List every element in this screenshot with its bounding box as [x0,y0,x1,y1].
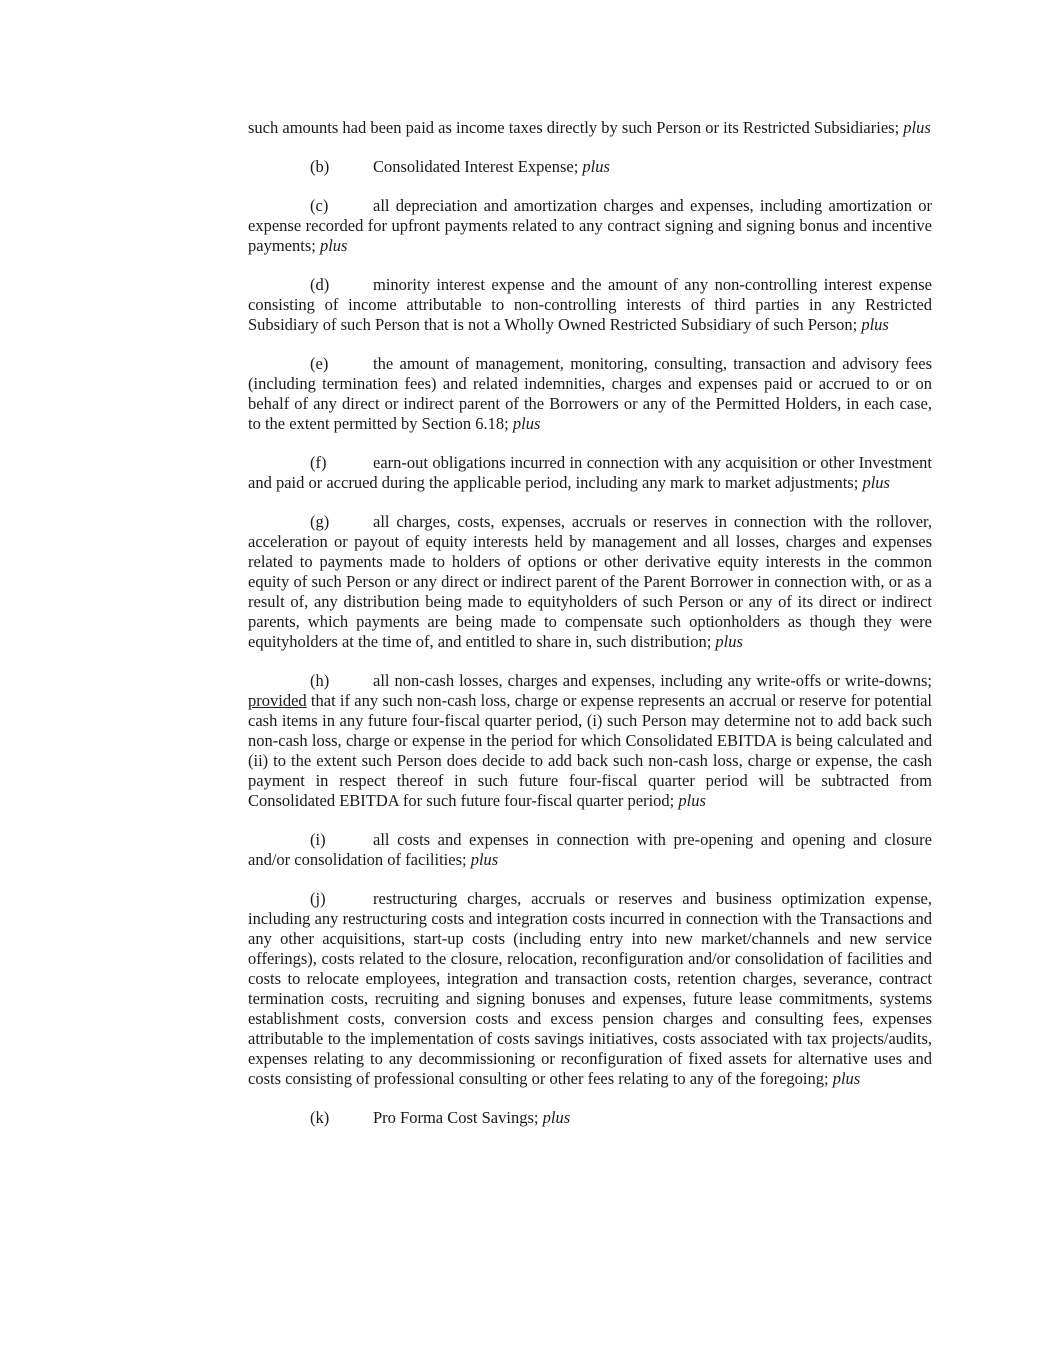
body-text: all costs and expenses in connection with pre-opening and opening and closure and/or consolidation of facilities; [248,830,932,869]
clause-label-g: (g) [310,512,330,531]
clause-paragraph-d [248,275,932,335]
clause-label-i: (i) [310,830,326,849]
italic-term: plus [470,850,499,869]
clause-paragraph-k [248,1108,932,1128]
body-text: that if any such non-cash loss, charge or expense represents an accrual or reserve for potential cash items in any future four-fiscal quarter period, (i) such Person may determine not to add back such non-cash loss, charge or expense in the period for which Consolidated EBITDA is being calculated and (ii) to the extent such Person does decide to add back such non-cash loss, charge or expense, the cash payment in respect thereof in such future four-fiscal quarter period will be subtracted from Consolidated EBITDA for such future four-fiscal quarter period; [248,691,932,810]
clause-label-k: (k) [310,1108,330,1127]
clause-paragraph-b [248,157,932,177]
clause-label-c: (c) [310,196,329,215]
underlined-term: provided [248,691,307,710]
italic-term: plus [582,157,610,176]
text-column [248,118,932,1128]
italic-term: plus [715,632,743,651]
clause-paragraph-i [248,830,932,870]
italic-term: plus [832,1069,861,1088]
body-text: all non-cash losses, charges and expenses, including any write-offs or write-downs; [373,671,932,690]
body-text: the amount of management, monitoring, consulting, transaction and advisory fees (including termination fees) and related indemnities, charges and expenses paid or accrued to or on behalf of any direct or indirect parent of the Borrowers or any of the Permitted Holders, in each case, to the extent permitted by Section 6.18; [248,354,932,433]
italic-term: plus [861,315,889,334]
clause-paragraph-e [248,354,932,434]
clause-label-h: (h) [310,671,330,690]
clause-paragraph-h [248,671,932,811]
body-text: such amounts had been paid as income taxes directly by such Person or its Restricted Subsidiaries; [248,118,904,137]
italic-term: plus [903,118,931,137]
italic-term: plus [678,791,706,810]
italic-term: plus [862,473,890,492]
clause-label-d: (d) [310,275,330,294]
body-text: all charges, costs, expenses, accruals or reserves in connection with the rollover, acceleration or payout of equity interests held by management and all losses, charges and expenses related to payments made to holders of options or other derivative equity interests in the common equity of such Person or any direct or indirect parent of the Parent Borrower in connection with, or as a result of, any distribution being made to equityholders of such Person or any of its direct or indirect parents, which payments are being made to compensate such optionholders as though they were equityholders at the time of, and entitled to share in, such distribution; [248,512,932,651]
clause-paragraph-j [248,889,932,1089]
italic-term: plus [319,236,348,255]
continuation-paragraph [248,118,932,138]
body-text: all depreciation and amortization charges and expenses, including amortization or expense recorded for upfront payments related to any contract signing and signing bonus and incentive payments; [248,196,932,255]
body-text: restructuring charges, accruals or reserves and business optimization expense, including any restructuring costs and integration costs incurred in connection with the Transactions and any other acquisitions, start-up costs (including entry into new market/channels and new service offerings), costs related to the closure, relocation, reconfiguration and/or consolidation of facilities and costs to relocate employees, integration and transaction costs, retention charges, severance, contract termination costs, recruiting and signing bonuses and expenses, future lease commitments, systems establishment costs, conversion costs and excess pension charges and consulting fees, expenses attributable to the implementation of costs savings initiatives, costs associated with tax projects/audits, expenses relating to any decommissioning or reconfiguration of fixed assets for alternative uses and costs consisting of professional consulting or other fees relating to any of the foregoing; [248,889,932,1088]
clause-label-f: (f) [310,453,327,472]
italic-term: plus [542,1108,571,1127]
body-text: minority interest expense and the amount of any non-controlling interest expense consisting of income attributable to non-controlling interests of third parties in any Restricted Subsidiary of such Person that is not a Wholly Owned Restricted Subsidiary of such Person; [248,275,932,334]
body-text: earn-out obligations incurred in connection with any acquisition or other Investment and paid or accrued during the applicable period, including any mark to market adjustments; [248,453,932,492]
italic-term: plus [512,414,541,433]
clause-label-e: (e) [310,354,329,373]
clause-paragraph-g [248,512,932,652]
clause-label-b: (b) [310,157,330,176]
clause-label-j: (j) [310,889,326,908]
clause-paragraph-c [248,196,932,256]
body-text: Pro Forma Cost Savings; [373,1108,543,1127]
body-text: Consolidated Interest Expense; [373,157,583,176]
clause-paragraph-f [248,453,932,493]
